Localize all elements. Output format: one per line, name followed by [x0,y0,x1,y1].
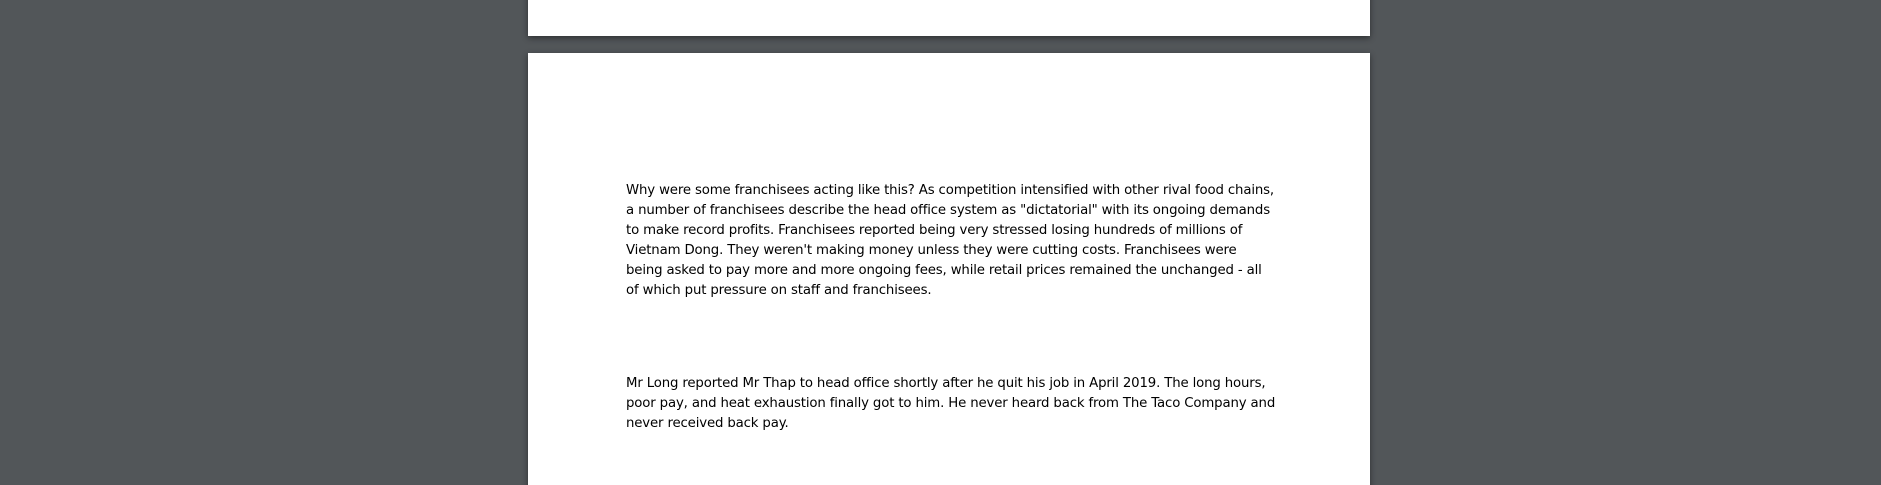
paragraph-franchisees: Why were some franchisees acting like this? As competition intensified with other rival food chains, a number of franchisees describe the head office system as "dictatorial" with its ongoing demands to make record profits. Franchisees reported being very stressed losing hundreds of millions of Vietnam Dong. They weren't making money unless they were cutting costs. Franchisees were being asked to pay more and more ongoing fees, while retail prices remained the unchanged - all of which put pressure on staff and franchisees. [626,183,1274,298]
previous-page [528,0,1370,36]
current-page [528,53,1370,485]
paragraph-mr-long: Mr Long reported Mr Thap to head office shortly after he quit his job in April 2019. The long hours, poor pay, and heat exhaustion finally got to him. He never heard back from The Taco Company and never received back pay. [626,376,1276,431]
